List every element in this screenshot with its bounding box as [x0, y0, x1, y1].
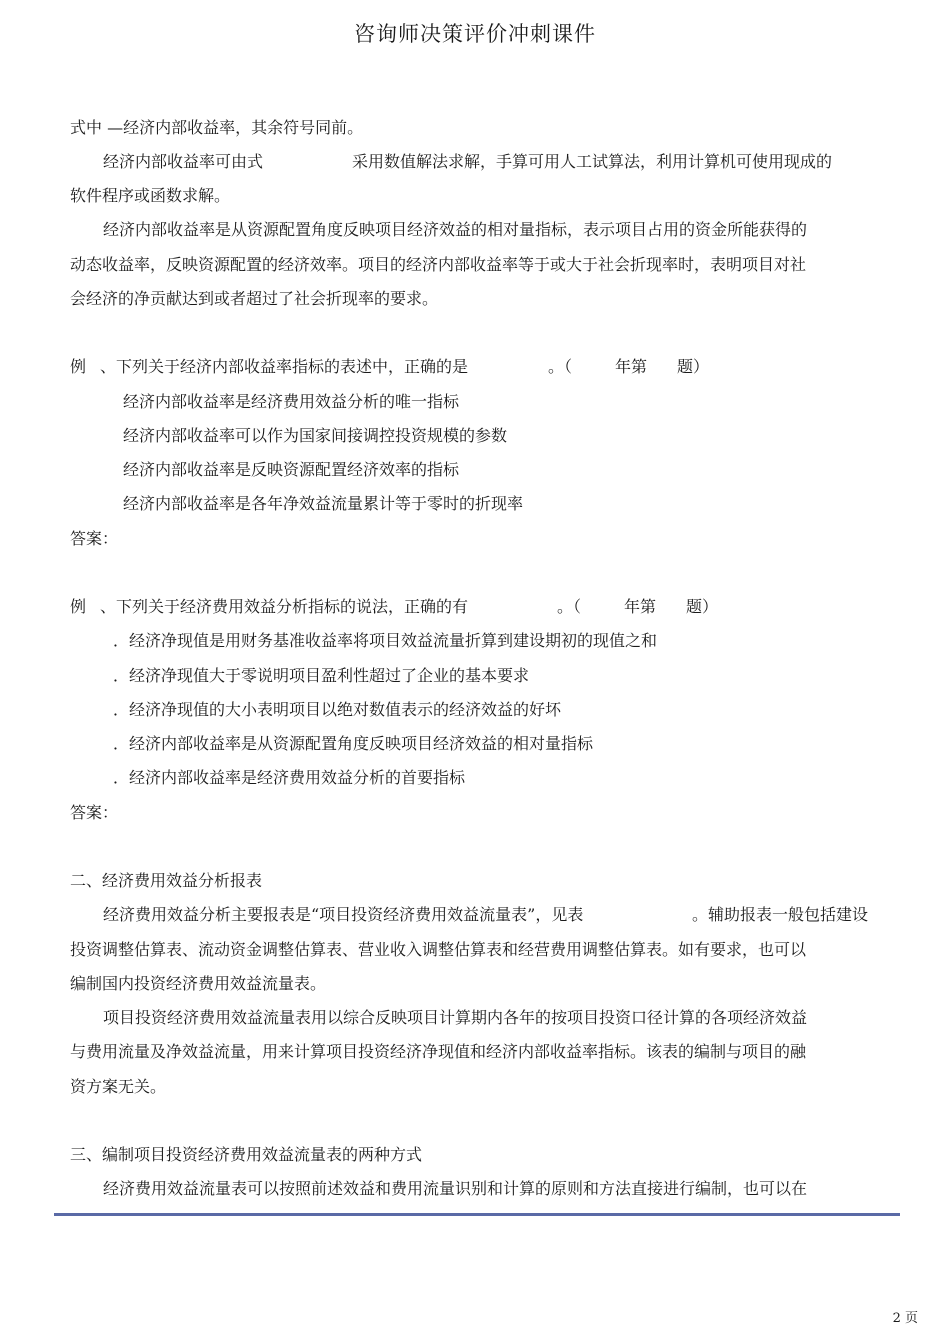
- example1-option: 经济内部收益率是反映资源配置经济效率的指标: [123, 460, 460, 479]
- paragraph-line: 动态收益率，反映资源配置的经济效率。项目的经济内部收益率等于或大于社会折现率时，表明项目对社: [70, 255, 807, 274]
- example2-question: 、下列关于经济费用效益分析指标的说法，正确的有: [100, 597, 469, 616]
- paragraph-line: 经济内部收益率是从资源配置角度反映项目经济效益的相对量指标，表示项目占用的资金所能获得的: [103, 220, 808, 239]
- section3-heading: 三、编制项目投资经济费用效益流量表的两种方式: [70, 1145, 423, 1164]
- example1-option: 经济内部收益率可以作为国家间接调控投资规模的参数: [123, 426, 508, 445]
- paragraph-line: 。辅助报表一般包括建设: [692, 905, 869, 924]
- paragraph-line: 投资调整估算表、流动资金调整估算表、营业收入调整估算表和经营费用调整估算表。如有要求，也可以: [70, 940, 807, 959]
- example1-source-open: 。（: [548, 357, 573, 376]
- paragraph-line: 项目投资经济费用效益流量表用以综合反映项目计算期内各年的按项目投资口径计算的各项经济效益: [103, 1008, 808, 1027]
- example1-year: 年第: [615, 357, 648, 376]
- footer-rule: [54, 1213, 900, 1216]
- paragraph-line: 经济内部收益率可由式: [103, 152, 264, 171]
- section2-heading: 二、经济费用效益分析报表: [70, 871, 263, 890]
- example1-question: 、下列关于经济内部收益率指标的表述中，正确的是: [100, 357, 469, 376]
- page-number: 2 页: [892, 1311, 918, 1326]
- example2-option: ．经济净现值大于零说明项目盈利性超过了企业的基本要求: [113, 666, 530, 685]
- example1-option: 经济内部收益率是经济费用效益分析的唯一指标: [123, 392, 460, 411]
- page-title: 咨询师决策评价冲刺课件: [354, 22, 596, 46]
- paragraph-line: 会经济的净贡献达到或者超过了社会折现率的要求。: [70, 289, 439, 308]
- paragraph-line: 软件程序或函数求解。: [70, 186, 231, 205]
- paragraph-line: 经济费用效益分析主要报表是“项目投资经济费用效益流量表”，见表: [103, 905, 584, 924]
- example1-question-no: 题）: [677, 357, 710, 376]
- example1-label: 例: [70, 357, 87, 376]
- paragraph-line: 采用数值解法求解，手算可用人工试算法，利用计算机可使用现成的: [352, 152, 833, 171]
- paragraph-line: 与费用流量及净效益流量，用来计算项目投资经济净现值和经济内部收益率指标。该表的编制与项目的融: [70, 1042, 807, 1061]
- example1-answer: 答案：: [70, 529, 119, 548]
- example2-option: ．经济内部收益率是从资源配置角度反映项目经济效益的相对量指标: [113, 734, 594, 753]
- example2-year: 年第: [624, 597, 657, 616]
- paragraph-line: 资方案无关。: [70, 1077, 167, 1096]
- example2-option: ．经济净现值是用财务基准收益率将项目效益流量折算到建设期初的现值之和: [113, 631, 658, 650]
- example2-label: 例: [70, 597, 87, 616]
- example2-option: ．经济内部收益率是经济费用效益分析的首要指标: [113, 768, 466, 787]
- paragraph-line: 编制国内投资经济费用效益流量表。: [70, 974, 327, 993]
- example2-question-no: 题）: [686, 597, 719, 616]
- example2-source-open: 。（: [557, 597, 582, 616]
- example2-answer: 答案：: [70, 803, 119, 822]
- example1-option: 经济内部收益率是各年净效益流量累计等于零时的折现率: [123, 494, 524, 513]
- example2-option: ．经济净现值的大小表明项目以绝对数值表示的经济效益的好坏: [113, 700, 562, 719]
- formula-note: 式中 —经济内部收益率，其余符号同前。: [70, 118, 364, 137]
- paragraph-line: 经济费用效益流量表可以按照前述效益和费用流量识别和计算的原则和方法直接进行编制，也可以在: [103, 1179, 808, 1198]
